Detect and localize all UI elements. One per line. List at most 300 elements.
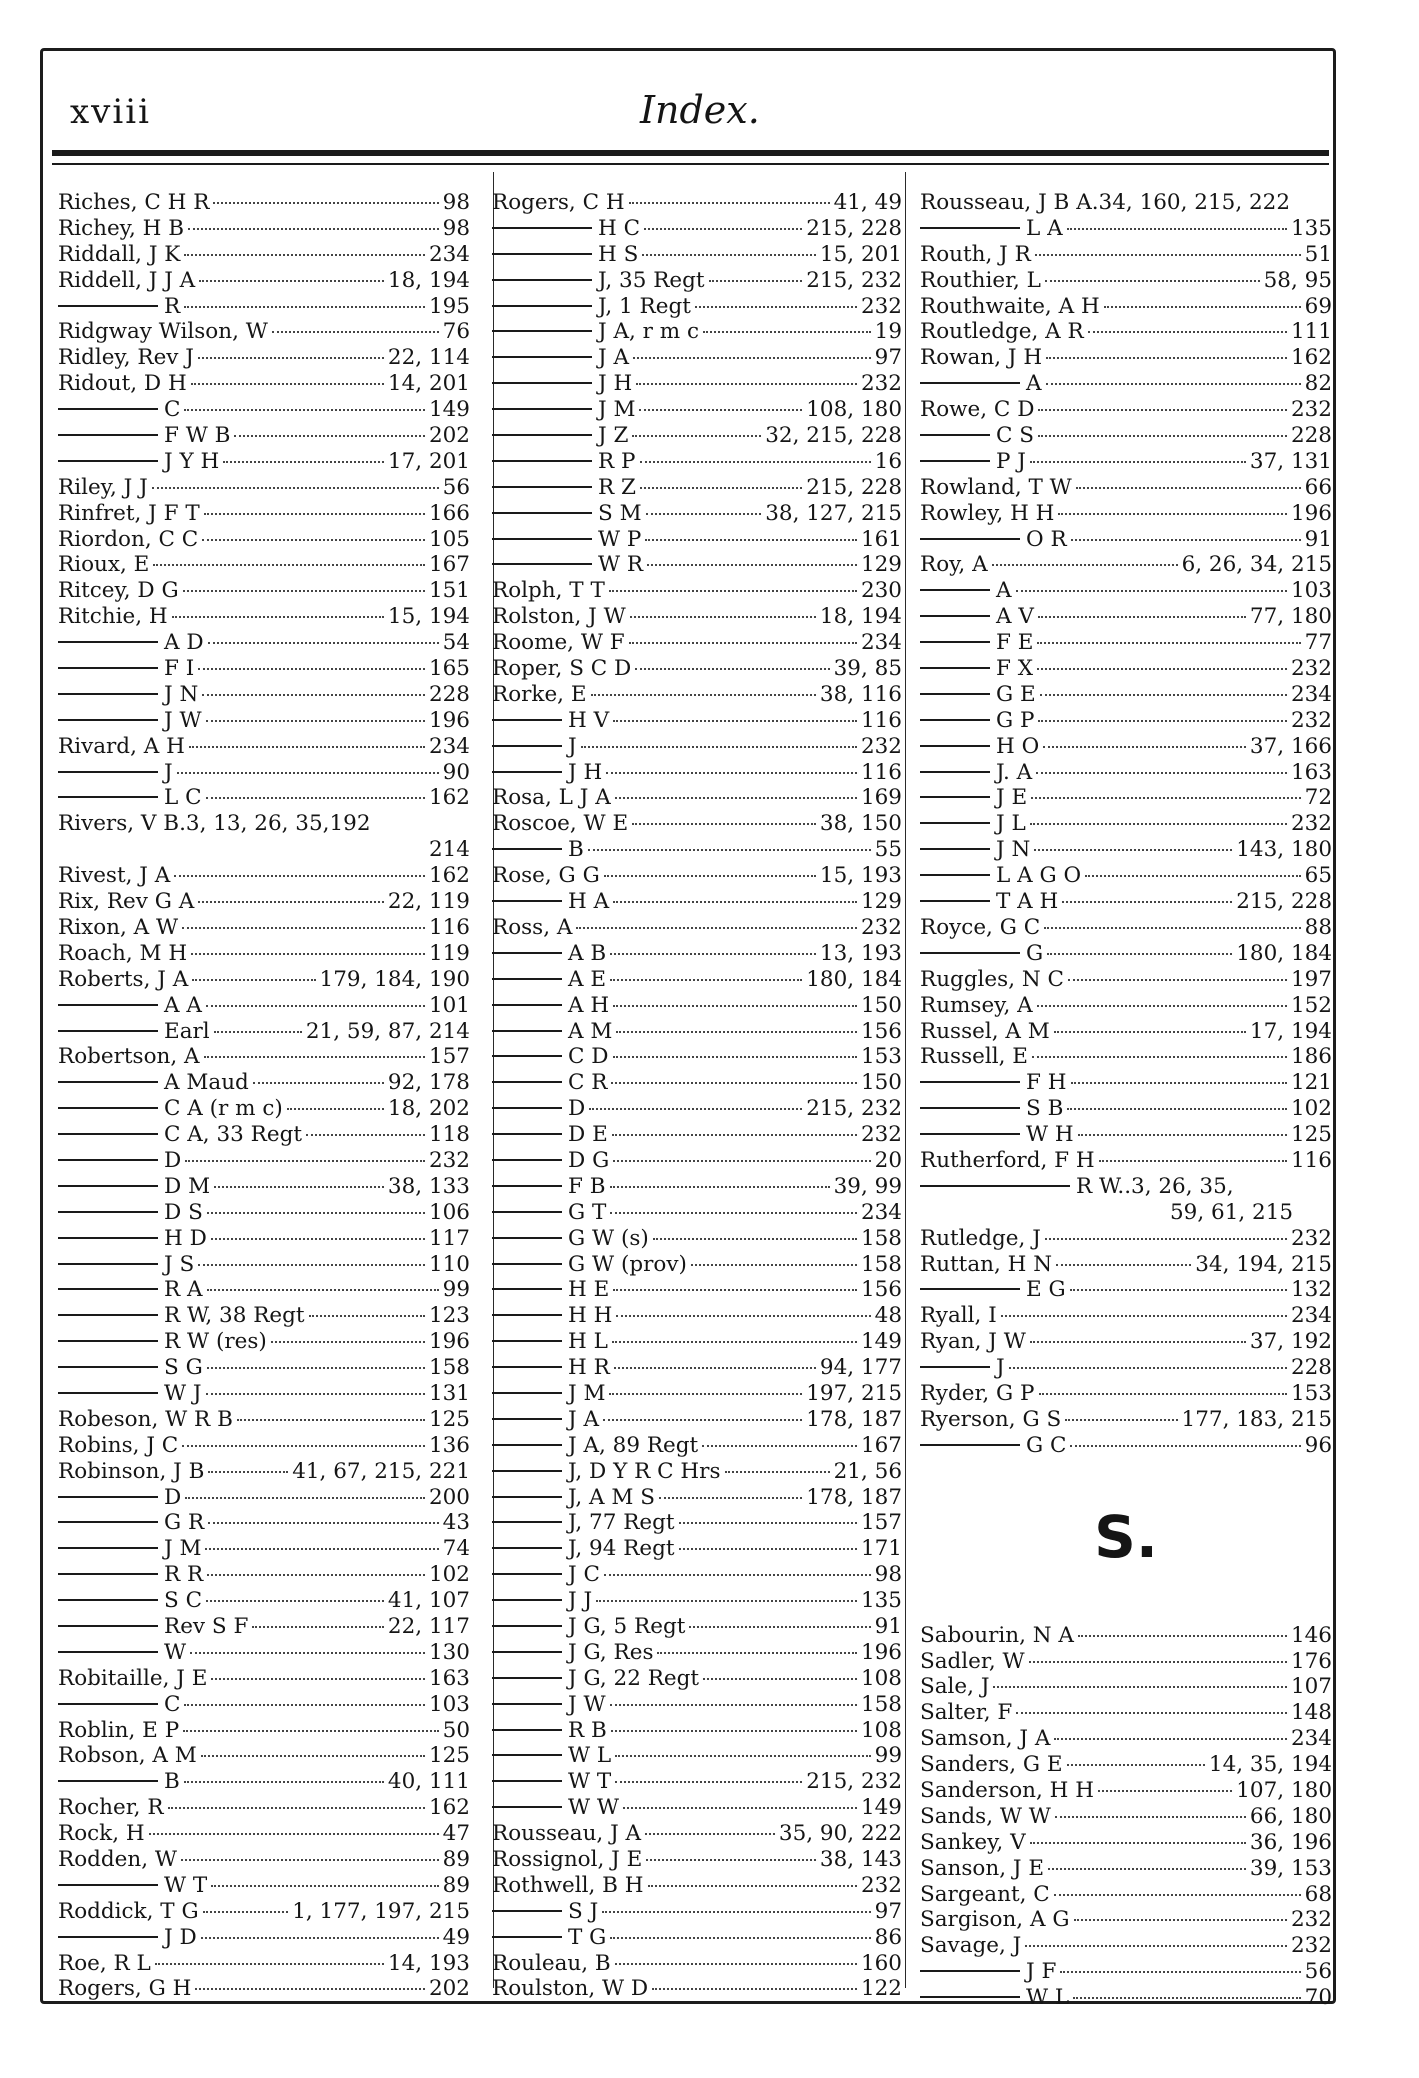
index-entry: [58, 967, 470, 993]
entry-pages: 110: [428, 1251, 470, 1277]
entry-pages: 106: [428, 1199, 470, 1225]
ditto-dash: [920, 434, 990, 436]
leader-dots: [1088, 331, 1287, 333]
leader-dots: [679, 1548, 857, 1550]
entry-pages: 158: [428, 1355, 470, 1381]
index-entry: [492, 501, 902, 527]
index-entry: [492, 449, 902, 475]
entry-name: J L: [996, 811, 1026, 837]
entry-pages: 77, 180: [1249, 604, 1332, 630]
index-entry: [58, 941, 470, 967]
index-entry: [492, 1277, 902, 1303]
entry-pages: 38, 127, 215: [765, 500, 902, 526]
index-entry: [492, 1252, 902, 1278]
entry-name: Robins, J C: [58, 1432, 179, 1458]
leader-dots: [640, 461, 871, 463]
index-entry: [492, 1666, 902, 1692]
entry-pages: 197: [1290, 966, 1332, 992]
entry-pages: 98: [442, 215, 470, 241]
entry-pages: 153: [860, 1044, 902, 1070]
ditto-dash: [920, 952, 1020, 954]
index-entry: [492, 1122, 902, 1148]
ditto-dash: [58, 641, 158, 643]
index-entry: [492, 604, 902, 630]
ditto-dash: [492, 1444, 562, 1446]
entry-name: Rose, G G: [492, 863, 600, 889]
leader-dots: [191, 953, 425, 955]
index-entry: [920, 1277, 1332, 1303]
entry-pages: 1, 177, 197, 215: [292, 1898, 470, 1924]
index-entry: [492, 1692, 902, 1718]
entry-pages: 68: [1304, 1881, 1332, 1907]
index-entry: [920, 1959, 1332, 1985]
entry-pages: 107, 180: [1236, 1777, 1332, 1803]
leader-dots: [172, 616, 384, 618]
index-entry: [920, 863, 1332, 889]
entry-pages: 38, 116: [819, 681, 902, 707]
leader-dots: [211, 1678, 425, 1680]
entry-pages: 234: [1290, 1726, 1332, 1752]
leader-dots: [1070, 1445, 1300, 1447]
leader-dots: [644, 228, 802, 230]
entry-pages: 215, 232: [806, 1769, 902, 1795]
entry-name: Ridgway Wilson, W: [58, 319, 268, 345]
ditto-dash: [492, 1470, 562, 1472]
ditto-dash: [58, 796, 158, 798]
entry-name: Riordon, C C: [58, 526, 199, 552]
entry-name: Ryder, G P: [920, 1380, 1035, 1406]
index-entry: [58, 1821, 470, 1847]
entry-pages: 167: [428, 552, 470, 578]
ditto-dash: [920, 1133, 1020, 1135]
ditto-dash: [920, 900, 990, 902]
leader-dots: [659, 1497, 802, 1499]
entry-name: Ruggles, N C: [920, 966, 1064, 992]
index-entry: [492, 578, 902, 604]
index-entry: [920, 708, 1332, 734]
entry-name: C A (r m c): [164, 1096, 283, 1122]
entry-name: F B: [568, 1173, 606, 1199]
entry-name: Riches, C H R: [58, 190, 210, 215]
leader-dots: [1067, 1108, 1287, 1110]
ditto-dash: [58, 719, 158, 721]
entry-name: J F: [1026, 1959, 1057, 1985]
index-entry: [58, 527, 470, 553]
entry-pages: 118: [428, 1122, 470, 1148]
ditto-dash: [492, 253, 592, 255]
ditto-dash: [920, 460, 990, 462]
entry-name: J Y H: [164, 448, 220, 474]
index-entry: [920, 1252, 1332, 1278]
entry-name: Roe, R L: [58, 1950, 151, 1976]
index-entry: [920, 1303, 1332, 1329]
entry-pages: 76: [442, 319, 470, 345]
entry-name: Rivard, A H: [58, 733, 185, 759]
leader-dots: [207, 1289, 439, 1291]
ditto-dash: [492, 434, 592, 436]
index-entry: [492, 1433, 902, 1459]
entry-name: Ridout, D H: [58, 371, 187, 397]
section-letter: S.: [1094, 1502, 1158, 1571]
leader-dots: [610, 979, 802, 981]
entry-name: J Z: [598, 423, 629, 449]
entry-pages: 232: [860, 293, 902, 319]
index-entry: [492, 1096, 902, 1122]
ditto-dash: [920, 1081, 1020, 1083]
entry-name: Rogers, C H: [492, 190, 625, 215]
ditto-dash: [58, 1030, 158, 1032]
ditto-dash: [920, 796, 990, 798]
leader-dots: [703, 331, 871, 333]
index-entry: [58, 397, 470, 423]
entry-name: Richey, H B: [58, 215, 185, 241]
index-entry: [920, 1096, 1332, 1122]
entry-name: C S: [996, 423, 1035, 449]
ditto-dash: [492, 900, 562, 902]
index-entry: [492, 785, 902, 811]
leader-dots: [613, 901, 857, 903]
leader-dots: [182, 927, 425, 929]
index-entry: [492, 1795, 902, 1821]
index-entry: [920, 1200, 1332, 1226]
entry-name: T A H: [996, 889, 1059, 915]
leader-dots: [202, 694, 425, 696]
entry-name: Routh, J R: [920, 241, 1031, 267]
index-entry: [920, 1830, 1332, 1856]
leader-dots: [610, 1937, 870, 1939]
ditto-dash: [58, 1936, 158, 1938]
entry-name: Russel, A M: [920, 1018, 1050, 1044]
leader-dots: [1016, 590, 1287, 592]
leader-dots: [1044, 927, 1300, 929]
entry-name: F X: [996, 656, 1034, 682]
index-entry: [920, 294, 1332, 320]
ditto-dash: [492, 1366, 562, 1368]
entry-pages: 91: [874, 1613, 902, 1639]
index-entry: [920, 993, 1332, 1019]
entry-name: Rousseau, J A: [492, 1821, 642, 1847]
entry-name: L C: [164, 785, 202, 811]
entry-pages: 17, 194: [1249, 1018, 1332, 1044]
ditto-dash: [492, 1703, 562, 1705]
entry-pages: 169: [860, 785, 902, 811]
entry-pages: 94, 177: [819, 1355, 902, 1381]
ditto-dash: [58, 1884, 158, 1886]
entry-name: Roblin, E P: [58, 1717, 180, 1743]
entry-pages: 158: [860, 1251, 902, 1277]
entry-pages: 49: [442, 1924, 470, 1950]
entry-name: Routhwaite, A H: [920, 293, 1100, 319]
entry-pages: 119: [428, 940, 470, 966]
index-entry: [58, 1226, 470, 1252]
entry-name: D E: [568, 1122, 608, 1148]
index-entry: [492, 345, 902, 371]
leader-dots: [181, 1859, 439, 1861]
index-entry: [492, 319, 902, 345]
leader-dots: [602, 1911, 870, 1913]
entry-pages: 35, 90, 222: [778, 1821, 902, 1847]
index-entry: [920, 1070, 1332, 1096]
entry-name: Sale, J: [920, 1674, 990, 1700]
index-entry: [920, 449, 1332, 475]
entry-pages: 105: [428, 526, 470, 552]
entry-name: Roscoe, W E: [492, 811, 629, 837]
leader-dots: [591, 694, 816, 696]
entry-pages: 161: [860, 526, 902, 552]
leader-dots: [1056, 1264, 1191, 1266]
index-entry: [492, 1821, 902, 1847]
leader-dots: [1076, 487, 1301, 489]
entry-name: Rix, Rev G A: [58, 889, 195, 915]
entry-name: Sargeant, C: [920, 1881, 1050, 1907]
entry-name: H S: [598, 241, 639, 267]
index-entry: [920, 656, 1332, 682]
leader-dots: [992, 564, 1178, 566]
entry-name: W: [164, 1639, 187, 1665]
entry-name: H R: [568, 1355, 610, 1381]
ditto-dash: [492, 1030, 562, 1032]
entry-name: Ridley, Rev J: [58, 345, 194, 371]
ditto-dash: [920, 1444, 1020, 1446]
leader-dots: [253, 1082, 384, 1084]
index-entry: [920, 268, 1332, 294]
entry-name: Sanson, J E: [920, 1855, 1045, 1881]
leader-dots: [615, 797, 857, 799]
entry-pages: 41, 107: [387, 1588, 470, 1614]
entry-pages: 162: [1290, 345, 1332, 371]
entry-name: C D: [568, 1044, 609, 1070]
entry-name: E G: [1026, 1277, 1066, 1303]
entry-name: Rinfret, J F T: [58, 500, 200, 526]
entry-name: W L: [568, 1743, 612, 1769]
entry-name: Rowe, C D: [920, 397, 1035, 423]
entry-pages: 214: [428, 837, 470, 863]
entry-name: Rousseau, J B A.34, 160, 215, 222: [920, 190, 1291, 215]
index-entry: [58, 1303, 470, 1329]
entry-pages: 38, 133: [387, 1173, 470, 1199]
ditto-dash: [920, 693, 990, 695]
index-entry: [920, 785, 1332, 811]
entry-name: Roddick, T G: [58, 1898, 199, 1924]
index-entry: [920, 190, 1332, 216]
index-entry: [492, 397, 902, 423]
entry-name: Rivers, V B.3, 13, 26, 35,192: [58, 811, 371, 837]
ditto-dash: [492, 1263, 562, 1265]
index-entry: [58, 1562, 470, 1588]
leader-dots: [604, 875, 816, 877]
entry-pages: 162: [428, 785, 470, 811]
entry-name: J C: [568, 1562, 600, 1588]
leader-dots: [184, 306, 425, 308]
leader-dots: [214, 1031, 302, 1033]
ditto-dash: [492, 1496, 562, 1498]
entry-name: F I: [164, 656, 195, 682]
ditto-dash: [58, 1521, 158, 1523]
ditto-dash: [920, 1288, 1020, 1290]
entry-pages: 37, 131: [1249, 448, 1332, 474]
entry-name: Russell, E: [920, 1044, 1028, 1070]
entry-pages: 177, 183, 215: [1181, 1406, 1332, 1432]
leader-dots: [208, 1522, 438, 1524]
leader-dots: [603, 1419, 802, 1421]
leader-dots: [1036, 772, 1287, 774]
leader-dots: [188, 228, 439, 230]
ditto-dash: [492, 227, 592, 229]
leader-dots: [204, 513, 425, 515]
entry-name: F H: [1026, 1070, 1067, 1096]
leader-dots: [1038, 435, 1287, 437]
entry-name: Riley, J J: [58, 474, 148, 500]
index-entry: [492, 1588, 902, 1614]
index-entry: [58, 708, 470, 734]
entry-name: L A G O: [996, 863, 1082, 889]
leader-dots: [306, 1134, 425, 1136]
ditto-dash: [492, 1729, 562, 1731]
entry-name: Rowland, T W: [920, 474, 1072, 500]
index-entry: [492, 1951, 902, 1977]
leader-dots: [589, 1108, 802, 1110]
entry-name: Rumsey, A: [920, 992, 1033, 1018]
leader-dots: [612, 1341, 857, 1343]
leader-dots: [182, 1445, 425, 1447]
entry-pages: 117: [428, 1225, 470, 1251]
index-entry: [58, 552, 470, 578]
leader-dots: [1068, 979, 1287, 981]
entry-name: J G, 5 Regt: [568, 1613, 686, 1639]
entry-pages: 197, 215: [806, 1380, 902, 1406]
index-entry: [58, 1976, 470, 2002]
ditto-dash: [58, 1263, 158, 1265]
ditto-dash: [492, 1211, 562, 1213]
entry-pages: 130: [428, 1639, 470, 1665]
leader-dots: [695, 306, 857, 308]
leader-dots: [1048, 1868, 1246, 1870]
index-entry: [492, 294, 902, 320]
index-entry: [920, 967, 1332, 993]
ditto-dash: [58, 1625, 158, 1627]
entry-name: Riddall, J K: [58, 241, 181, 267]
entry-name: G W (prov): [568, 1251, 687, 1277]
index-entry: [492, 967, 902, 993]
index-column-1: [58, 190, 470, 2002]
entry-name: B: [568, 837, 584, 863]
entry-name: Robson, A M: [58, 1743, 197, 1769]
ditto-dash: [58, 771, 158, 773]
index-entry: [920, 1726, 1332, 1752]
leader-dots: [1054, 1894, 1301, 1896]
index-entry: [58, 1096, 470, 1122]
ditto-dash: [492, 382, 592, 384]
index-entry: [58, 915, 470, 941]
index-entry: [920, 1623, 1332, 1649]
leader-dots: [174, 875, 425, 877]
index-entry: [920, 397, 1332, 423]
index-entry: [58, 1433, 470, 1459]
entry-pages: 163: [1290, 759, 1332, 785]
index-entry: [492, 1070, 902, 1096]
index-entry: [492, 1718, 902, 1744]
index-entry: [492, 242, 902, 268]
index-column-2: [492, 190, 902, 2002]
entry-pages: 58, 95: [1263, 267, 1332, 293]
entry-pages: 108: [860, 1717, 902, 1743]
entry-name: R B: [568, 1717, 607, 1743]
entry-pages: 179, 184, 190: [319, 966, 470, 992]
entry-pages: 196: [428, 707, 470, 733]
entry-name: C A, 33 Regt: [164, 1122, 302, 1148]
leader-dots: [202, 539, 425, 541]
index-entry: [920, 915, 1332, 941]
index-entry: [58, 1070, 470, 1096]
index-entry: [58, 371, 470, 397]
index-entry: [920, 604, 1332, 630]
ditto-dash: [492, 356, 592, 358]
ditto-dash: [58, 1107, 158, 1109]
leader-dots: [646, 513, 762, 515]
leader-dots: [613, 1289, 857, 1291]
ditto-dash: [920, 719, 990, 721]
entry-name: Rogers, G H: [58, 1976, 192, 2002]
ditto-dash: [492, 745, 562, 747]
entry-name: Roberts, J A: [58, 966, 189, 992]
leader-dots: [1078, 1134, 1287, 1136]
entry-name: Rolston, J W: [492, 604, 626, 630]
entry-name: Sanders, G E: [920, 1752, 1063, 1778]
entry-name: Rorke, E: [492, 681, 587, 707]
entry-pages: 196: [860, 1639, 902, 1665]
entry-pages: 72: [1304, 785, 1332, 811]
entry-pages: 101: [428, 992, 470, 1018]
entry-name: S C: [164, 1588, 203, 1614]
entry-name: W H: [1026, 1122, 1074, 1148]
leader-dots: [1099, 1160, 1287, 1162]
entry-name: J G, Res: [568, 1639, 654, 1665]
entry-pages: 153: [1290, 1380, 1332, 1406]
entry-name: C R: [568, 1070, 608, 1096]
entry-pages: 136: [428, 1432, 470, 1458]
leader-dots: [1037, 642, 1300, 644]
entry-name: O R: [1026, 526, 1067, 552]
entry-pages: 34, 194, 215: [1195, 1251, 1332, 1277]
leader-dots: [271, 1341, 425, 1343]
index-entry: [920, 1882, 1332, 1908]
index-entry: [492, 1200, 902, 1226]
ditto-dash: [58, 1211, 158, 1213]
entry-pages: 149: [428, 397, 470, 423]
ditto-dash: [920, 1107, 1020, 1109]
leader-dots: [610, 953, 816, 955]
index-entry: [920, 1122, 1332, 1148]
leader-dots: [613, 1005, 857, 1007]
entry-pages: 39, 99: [833, 1173, 902, 1199]
ditto-dash: [58, 1004, 158, 1006]
index-entry: [492, 1847, 902, 1873]
leader-dots: [1067, 228, 1287, 230]
index-entry: [58, 1899, 470, 1925]
ditto-dash: [58, 1133, 158, 1135]
entry-pages: 232: [1290, 707, 1332, 733]
index-entry: [58, 760, 470, 786]
entry-pages: 178, 187: [806, 1484, 902, 1510]
entry-pages: 39, 85: [833, 656, 902, 682]
entry-pages: 149: [860, 1795, 902, 1821]
index-entry: [920, 1907, 1332, 1933]
index-entry: [58, 1044, 470, 1070]
entry-name: J N: [164, 681, 199, 707]
index-entry: [58, 1536, 470, 1562]
leader-dots: [616, 1031, 857, 1033]
entry-name: F W B: [164, 423, 231, 449]
